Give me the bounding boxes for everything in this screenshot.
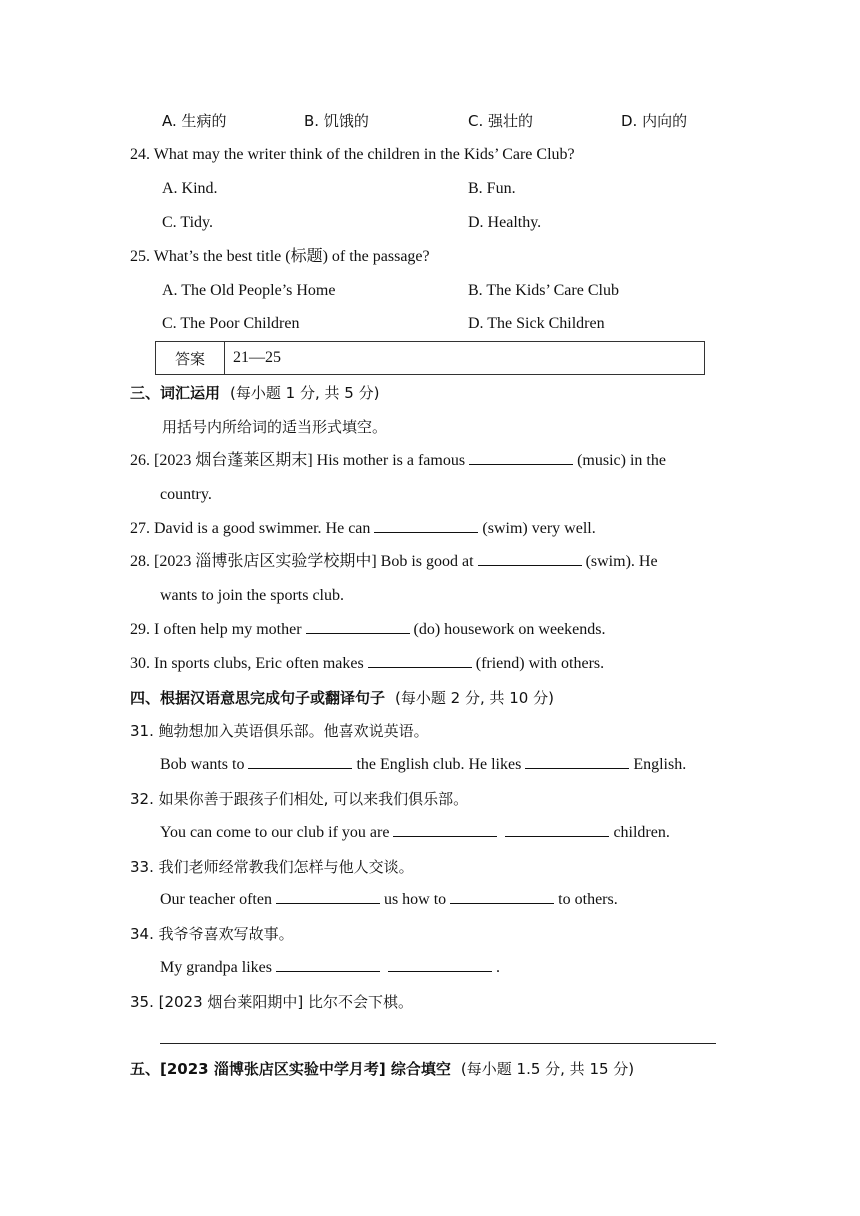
q25-option-a: A. The Old People’s Home <box>162 282 336 299</box>
q33-text-b: us how to <box>383 891 447 908</box>
q23-option-d: D. 内向的 <box>621 112 688 130</box>
q33-text-a: Our teacher often <box>160 891 272 908</box>
q32-en <box>160 822 670 844</box>
section5-score: (每小题 1.5 分, 共 15 分) <box>460 1060 635 1078</box>
q34-en <box>160 957 500 979</box>
q23-option-b: B. 饥饿的 <box>304 112 369 130</box>
q33-blank-2[interactable] <box>450 889 554 904</box>
section4-header <box>130 687 554 710</box>
q34-cn: 34. 我爷爷喜欢写故事。 <box>130 925 294 943</box>
q34-text-b: . <box>495 959 500 976</box>
q24-stem: 24. What may the writer think of the children in the Kids’ Care Club? <box>130 146 575 163</box>
q28-line1 <box>130 551 658 573</box>
q31-text-c: English. <box>633 756 687 773</box>
q33-cn: 33. 我们老师经常教我们怎样与他人交谈。 <box>130 858 414 876</box>
q30-blank[interactable] <box>368 653 472 668</box>
q25-stem: 25. What’s the best title (标题) of the passage? <box>130 248 430 265</box>
q26-text-a: 26. [2023 烟台蓬莱区期末] His mother is a famous <box>130 452 466 469</box>
q31-text-a: Bob wants to <box>160 756 245 773</box>
q33-blank-1[interactable] <box>276 889 380 904</box>
q27-text-b: (swim) very well. <box>482 520 596 537</box>
section3-header <box>130 382 379 405</box>
q29-line <box>130 619 605 641</box>
q26-text-b: (music) in the <box>577 452 666 469</box>
answer-label: 答案 <box>156 342 225 374</box>
q35-cn: 35. [2023 烟台莱阳期中] 比尔不会下棋。 <box>130 993 414 1011</box>
q31-text-b: the English club. He likes <box>356 756 522 773</box>
q32-blank-1[interactable] <box>393 822 497 837</box>
q27-line <box>130 518 596 540</box>
q33-en <box>160 889 618 911</box>
q29-text-a: 29. I often help my mother <box>130 621 302 638</box>
q23-option-a: A. 生病的 <box>162 112 227 130</box>
answer-table <box>155 341 705 375</box>
q28-text-b: (swim). He <box>585 553 658 570</box>
answer-range: 21—25 <box>233 349 281 366</box>
q26-line1 <box>130 450 666 472</box>
q34-text-a: My grandpa likes <box>160 959 272 976</box>
q28-line2: wants to join the sports club. <box>160 587 344 604</box>
q32-cn: 32. 如果你善于跟孩子们相处, 可以来我们俱乐部。 <box>130 790 469 808</box>
q31-cn: 31. 鲍勃想加入英语俱乐部。他喜欢说英语。 <box>130 722 429 740</box>
section5-heading: 五、[2023 淄博张店区实验中学月考] 综合填空 <box>130 1060 451 1078</box>
q25-option-c: C. The Poor Children <box>162 315 300 332</box>
section4-score: (每小题 2 分, 共 10 分) <box>395 689 554 707</box>
q32-text-b: children. <box>613 824 670 841</box>
section4-heading: 四、根据汉语意思完成句子或翻译句子 <box>130 689 386 707</box>
q24-option-c: C. Tidy. <box>162 214 213 231</box>
q31-blank-1[interactable] <box>248 754 352 769</box>
q23-option-c: C. 强壮的 <box>468 112 534 130</box>
q26-line2: country. <box>160 486 212 503</box>
section3-instruction: 用括号内所给词的适当形式填空。 <box>162 418 388 436</box>
q34-blank-1[interactable] <box>276 957 380 972</box>
q33-text-c: to others. <box>558 891 618 908</box>
q26-blank[interactable] <box>469 450 573 465</box>
q31-en <box>160 754 686 776</box>
q32-text-a: You can come to our club if you are <box>160 824 390 841</box>
q24-option-d: D. Healthy. <box>468 214 542 231</box>
q31-blank-2[interactable] <box>525 754 629 769</box>
q35-answer-line[interactable] <box>160 1043 716 1044</box>
q28-text-a: 28. [2023 淄博张店区实验学校期中] Bob is good at <box>130 553 474 570</box>
q29-blank[interactable] <box>306 619 410 634</box>
section5-header <box>130 1058 634 1081</box>
q30-text-b: (friend) with others. <box>475 655 605 672</box>
section3-score: (每小题 1 分, 共 5 分) <box>230 384 380 402</box>
section3-heading: 三、词汇运用 <box>130 384 221 402</box>
q25-option-b: B. The Kids’ Care Club <box>468 282 619 299</box>
q24-option-a: A. Kind. <box>162 180 218 197</box>
q27-blank[interactable] <box>374 518 478 533</box>
q30-text-a: 30. In sports clubs, Eric often makes <box>130 655 364 672</box>
q30-line <box>130 653 604 675</box>
q25-option-d: D. The Sick Children <box>468 315 605 332</box>
q27-text-a: 27. David is a good swimmer. He can <box>130 520 371 537</box>
q32-blank-2[interactable] <box>505 822 609 837</box>
q29-text-b: (do) housework on weekends. <box>413 621 606 638</box>
q28-blank[interactable] <box>478 551 582 566</box>
q34-blank-2[interactable] <box>388 957 492 972</box>
q24-option-b: B. Fun. <box>468 180 516 197</box>
